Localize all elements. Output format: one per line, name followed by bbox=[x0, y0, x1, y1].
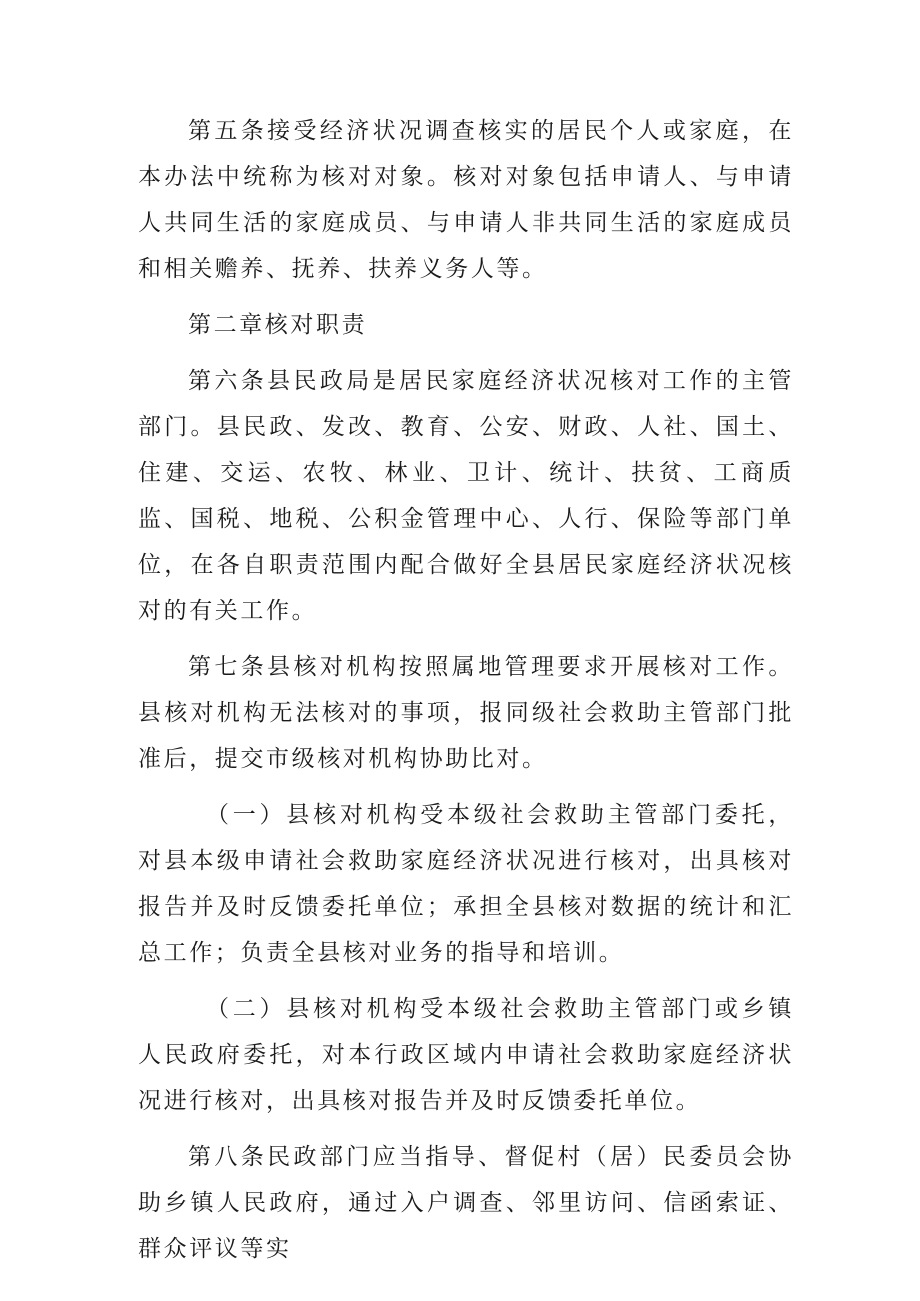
item-2-paragraph: （二）县核对机构受本级社会救助主管部门或乡镇人民政府委托，对本行政区域内申请社会救助家庭经济状况进行核对，出具核对报告并及时反馈委托单位。 bbox=[138, 996, 794, 1114]
article-7-paragraph: 第七条县核对机构按照属地管理要求开展核对工作。县核对机构无法核对的事项，报同级社会救助主管部门批准后，提交市级核对机构协助比对。 bbox=[138, 654, 794, 772]
article-5-paragraph: 第五条接受经济状况调查核实的居民个人或家庭，在本办法中统称为核对对象。核对对象包括申请人、与申请人共同生活的家庭成员、与申请人非共同生活的家庭成员和相关赡养、抚养、扶养义务人等。 bbox=[138, 118, 794, 282]
item-1-paragraph: （一）县核对机构受本级社会救助主管部门委托，对县本级申请社会救助家庭经济状况进行核对，出具核对报告并及时反馈委托单位；承担全县核对数据的统计和汇总工作；负责全县核对业务的指导和培训。 bbox=[138, 802, 794, 966]
article-6-paragraph: 第六条县民政局是居民家庭经济状况核对工作的主管部门。县民政、发改、教育、公安、财政、人社、国土、住建、交运、农牧、林业、卫计、统计、扶贫、工商质监、国税、地税、公积金管理中心、人行、保险等部门单位，在各自职责范围内配合做好全县居民家庭经济状况核对的有关工作。 bbox=[138, 368, 794, 624]
article-8-paragraph: 第八条民政部门应当指导、督促村（居）民委员会协助乡镇人民政府，通过入户调查、邻里访问、信函索证、群众评议等实 bbox=[138, 1144, 794, 1262]
chapter-2-heading: 第二章核对职责 bbox=[188, 312, 368, 338]
